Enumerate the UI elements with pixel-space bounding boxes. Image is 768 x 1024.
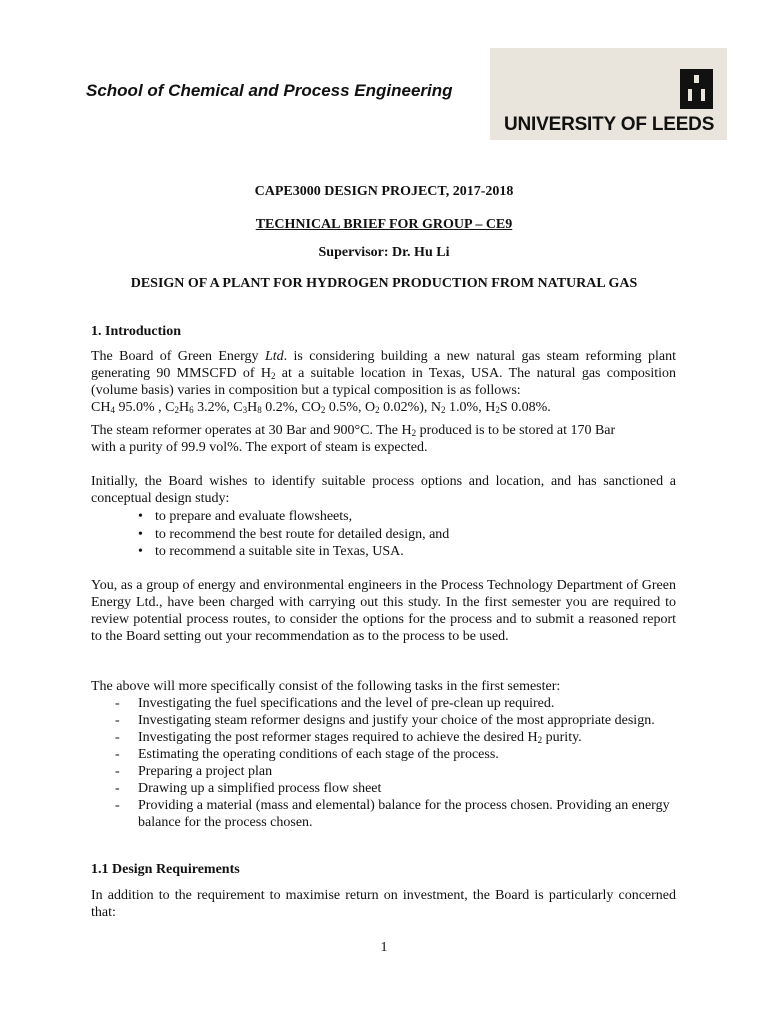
list-item: - Providing a material (mass and elemental) balance for the process chosen. Providing an energy balance for the process chosen. bbox=[115, 798, 670, 830]
supervisor: Supervisor: Dr. Hu Li bbox=[318, 245, 450, 260]
brief-title: TECHNICAL BRIEF FOR GROUP – CE9 bbox=[255, 217, 513, 232]
intro-paragraph-1: The Board of Green Energy Ltd. is considering building a new natural gas steam reforming plant generating 90 MMSCFD of $H_2$ at a suitable location in Texas, USA. The natural gas composition (volume basis) varies in composition but a typical composition is as follows: bbox=[91, 349, 676, 398]
list-item: - Investigating the post reformer stages required to achieve the desired $H_2$ purity. bbox=[115, 730, 582, 745]
intro-paragraph-5: The above will more specifically consist of the following tasks in the first semester: bbox=[91, 679, 561, 694]
university-logo-text: UNIVERSITY OF LEEDS bbox=[504, 114, 715, 135]
design-title: DESIGN OF A PLANT FOR HYDROGEN PRODUCTION FROM NATURAL GAS bbox=[130, 276, 638, 291]
list-item: - Preparing a project plan bbox=[115, 764, 273, 779]
university-logo bbox=[490, 48, 727, 140]
list-item: • to prepare and evaluate flowsheets, bbox=[136, 508, 449, 526]
design-requirements-heading: 1.1 Design Requirements bbox=[91, 862, 240, 877]
tower-icon bbox=[680, 69, 713, 109]
list-item: - Drawing up a simplified process flow sheet bbox=[115, 781, 382, 796]
gas-composition: $CH_4$ 95.0% , $C_2H_6$ 3.2%, $C_3H_8$ 0.2%, $CO_2$ 0.5%, $O_2$ 0.02%), $N_2$ 1.0%, $H_2S$ 0.08%. bbox=[91, 400, 551, 415]
list-item: - Investigating steam reformer designs and justify your choice of the most appropriate design. bbox=[115, 713, 655, 728]
intro-paragraph-2: The steam reformer operates at 30 Bar and 900°C. The $H_2$ produced is to be stored at 170 Bar with a purity of 99.9 vol%. The export of steam is expected. bbox=[91, 423, 616, 455]
list-item: - Investigating the fuel specifications and the level of pre-clean up required. bbox=[115, 696, 555, 711]
task-list bbox=[115, 695, 675, 831]
school-name: School of Chemical and Process Engineering bbox=[86, 81, 453, 100]
introduction-heading: 1. Introduction bbox=[91, 324, 181, 339]
intro-paragraph-4: You, as a group of energy and environmental engineers in the Process Technology Department of Green Energy Ltd., have been charged with carrying out this study. In the first semester you are required to review potential process routes, to consider the options for the process and to submit a reasoned report to the Board setting out your recommendation as to the process to be used. bbox=[91, 578, 676, 644]
list-item: • to recommend the best route for detailed design, and bbox=[136, 526, 449, 544]
list-item: - Estimating the operating conditions of each stage of the process. bbox=[115, 747, 499, 762]
list-item: • to recommend a suitable site in Texas, USA. bbox=[136, 543, 449, 561]
design-requirements-paragraph: In addition to the requirement to maximise return on investment, the Board is particularly concerned that: bbox=[91, 888, 676, 920]
project-title: CAPE3000 DESIGN PROJECT, 2017-2018 bbox=[254, 184, 514, 199]
study-bullet-list bbox=[136, 508, 449, 561]
page-number: 1 bbox=[380, 940, 388, 955]
intro-paragraph-3: Initially, the Board wishes to identify suitable process options and location, and has sanctioned a conceptual design study: bbox=[91, 474, 676, 506]
